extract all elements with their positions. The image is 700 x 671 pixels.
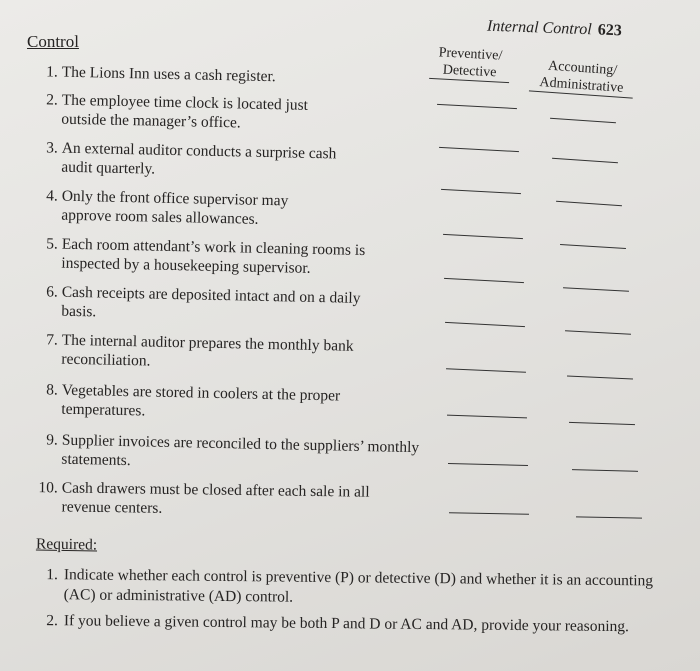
- item-number: 3.: [45, 139, 58, 157]
- item-number: 5.: [45, 235, 58, 253]
- required-item-1: [40, 565, 690, 606]
- page-number: 623: [597, 21, 623, 40]
- administrative-label: Administrative: [529, 73, 634, 98]
- answer-blank-pd-8[interactable]: [447, 415, 527, 419]
- item-text: Vegetables are stored in coolers at the proper temperatures.: [61, 381, 341, 420]
- accounting-administrative-heading: [529, 56, 635, 98]
- detective-label: Detective: [429, 61, 510, 83]
- answer-blank-aa-2[interactable]: [552, 158, 618, 164]
- control-item-5: [30, 234, 410, 277]
- required-item-2: [40, 611, 690, 636]
- item-text: Each room attendant’s work in cleaning rooms is inspected by a housekeeping supervisor.: [61, 235, 366, 277]
- answer-blank-aa-8[interactable]: [569, 422, 635, 425]
- item-number: 8.: [45, 381, 58, 399]
- answer-blank-pd-2[interactable]: [439, 147, 519, 152]
- item-number: 1.: [46, 566, 58, 584]
- item-number: 6.: [45, 283, 58, 301]
- answer-blank-pd-3[interactable]: [441, 189, 521, 194]
- preventive-detective-heading: [429, 44, 511, 83]
- item-number: 7.: [45, 331, 58, 349]
- answer-blank-aa-6[interactable]: [565, 330, 631, 334]
- answer-blank-aa-9[interactable]: [572, 469, 638, 472]
- item-text: The Lions Inn uses a cash register.: [61, 63, 276, 86]
- control-item-4: [30, 186, 410, 228]
- control-item-8: [30, 380, 410, 420]
- item-text: Only the front office supervisor may approve room sales allowances.: [61, 187, 289, 228]
- answer-blank-pd-1[interactable]: [437, 104, 517, 109]
- item-number: 1.: [45, 63, 58, 81]
- answer-blank-aa-10[interactable]: [576, 516, 642, 518]
- control-item-6: [30, 282, 410, 321]
- answer-blank-pd-6[interactable]: [445, 322, 525, 327]
- item-text: Cash receipts are deposited intact and on a daily basis.: [61, 283, 361, 321]
- control-item-3: [30, 138, 410, 178]
- preventive-label: Preventive/: [438, 45, 503, 64]
- item-text: Indicate whether each control is preventive (P) or detective (D) and whether it is an accounting (AC) or administrative (AD) control.: [63, 566, 654, 606]
- control-column-heading: Control: [27, 32, 79, 51]
- answer-blank-pd-7[interactable]: [446, 368, 526, 372]
- item-number: 2.: [45, 91, 58, 109]
- item-number: 4.: [45, 187, 58, 205]
- control-item-2: [30, 90, 410, 132]
- control-item-10: [30, 478, 410, 517]
- control-item-1: [30, 62, 410, 86]
- item-number: 2.: [46, 612, 58, 630]
- answer-blank-aa-5[interactable]: [563, 287, 629, 291]
- answer-blank-aa-7[interactable]: [567, 376, 633, 380]
- control-item-9: [30, 430, 420, 470]
- item-text: Supplier invoices are reconciled to the suppliers’ monthly statements.: [61, 431, 420, 470]
- answer-blank-pd-9[interactable]: [448, 463, 528, 466]
- answer-blank-pd-4[interactable]: [443, 234, 523, 239]
- answer-blank-aa-4[interactable]: [560, 244, 626, 249]
- required-heading: Required:: [35, 535, 98, 554]
- item-text: Cash drawers must be closed after each sale in all revenue centers.: [61, 479, 370, 517]
- control-item-7: [30, 330, 410, 370]
- running-header: [487, 18, 622, 41]
- item-text: An external auditor conducts a surprise cash audit quarterly.: [61, 139, 337, 178]
- answer-blank-aa-1[interactable]: [550, 118, 616, 124]
- accounting-label: Accounting/: [547, 58, 618, 79]
- running-header-title: Internal Control: [486, 17, 593, 39]
- item-text: The internal auditor prepares the monthly bank reconciliation.: [61, 331, 354, 370]
- answer-blank-pd-10[interactable]: [449, 512, 529, 514]
- item-text: The employee time clock is located just outside the manager’s office.: [61, 91, 309, 132]
- item-number: 9.: [45, 431, 58, 449]
- item-number: 10.: [38, 479, 58, 497]
- answer-blank-aa-3[interactable]: [556, 201, 622, 207]
- answer-blank-pd-5[interactable]: [444, 278, 524, 283]
- item-text: If you believe a given control may be both P and D or AC and AD, provide your reasoning.: [63, 612, 630, 636]
